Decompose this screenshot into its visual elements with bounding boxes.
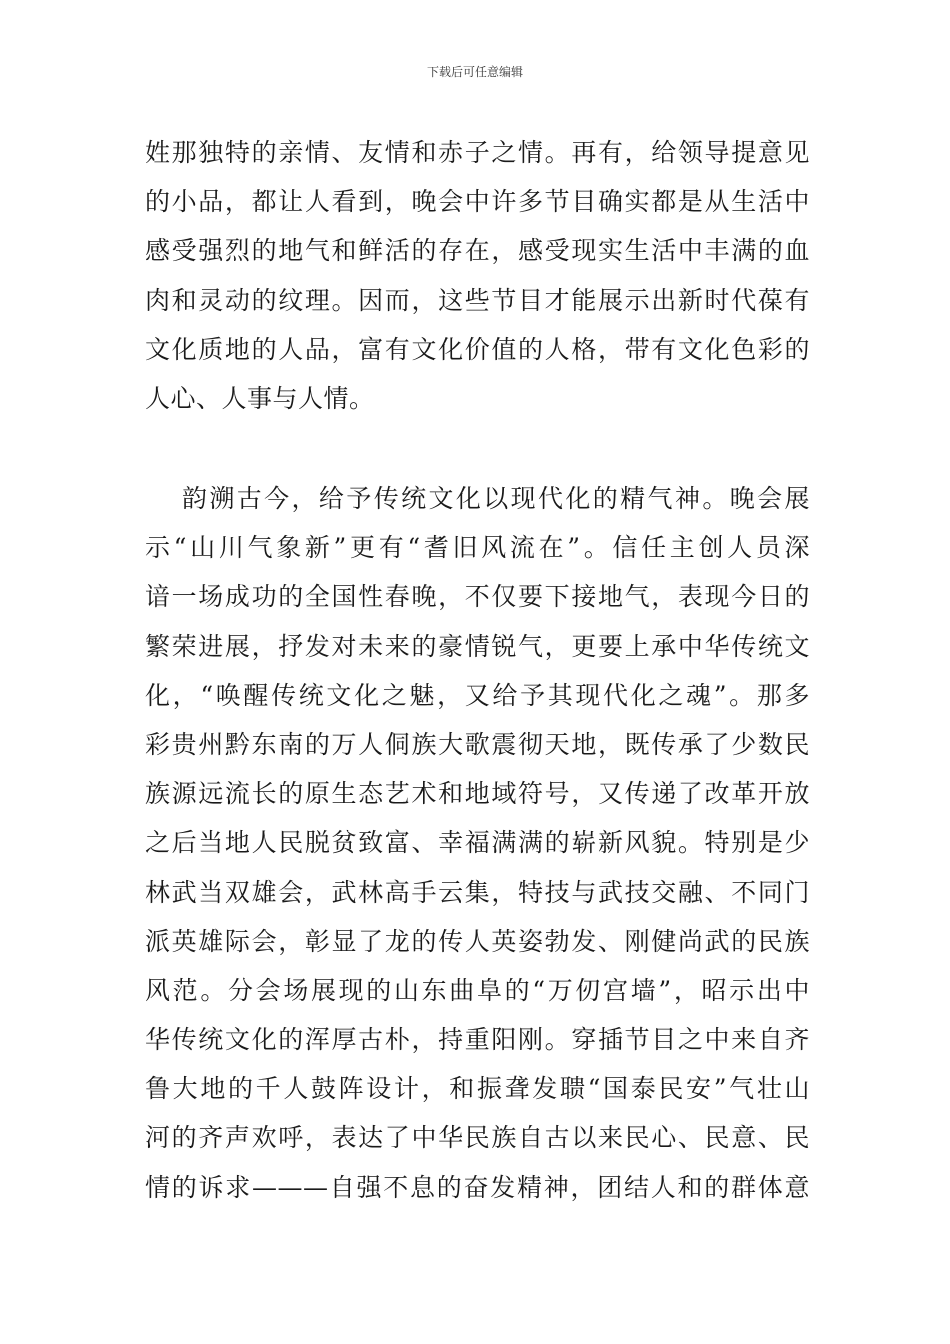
paragraph-line: 人心、人事与人情。 <box>145 383 375 413</box>
paragraph-line: 繁荣进展，抒发对未来的豪情锐气，更要上承中华传统文 <box>145 631 810 661</box>
paragraph-line: 姓那独特的亲情、友情和赤子之情。再有，给领导提意见 <box>145 138 810 167</box>
paragraph-line: 派英雄际会，彰显了龙的传人英姿勃发、刚健尚武的民族 <box>145 926 810 956</box>
paragraph-1 <box>145 128 810 423</box>
paragraph-line: 韵溯古今，给予传统文化以现代化的精气神。晚会展 <box>182 484 810 513</box>
paragraph-line: 情的诉求———自强不息的奋发精神，团结人和的群体意 <box>145 1172 810 1202</box>
paragraph-line: 林武当双雄会，武林高手云集，特技与武技交融、不同门 <box>145 877 810 907</box>
paragraph-line: 之后当地人民脱贫致富、幸福满满的崭新风貌。特别是少 <box>145 828 810 858</box>
paragraph-line: 感受强烈的地气和鲜活的存在，感受现实生活中丰满的血 <box>145 236 810 266</box>
paragraph-line: 风范。分会场展现的山东曲阜的“万仞宫墙”，昭示出中 <box>145 975 810 1005</box>
paragraph-line: 华传统文化的浑厚古朴，持重阳刚。穿插节目之中来自齐 <box>145 1025 810 1055</box>
paragraph-line: 彩贵州黔东南的万人侗族大歌震彻天地，既传承了少数民 <box>145 729 810 759</box>
paragraph-line: 示“山川气象新”更有“耆旧风流在”。信任主创人员深 <box>145 533 810 563</box>
paragraph-line: 族源远流长的原生态艺术和地域符号，又传递了改革开放 <box>145 779 810 809</box>
page-header-note: 下载后可任意编辑 <box>426 65 523 79</box>
paragraph-line: 化，“唤醒传统文化之魅，又给予其现代化之魂”。那多 <box>145 680 810 710</box>
paragraph-line: 文化质地的人品，富有文化价值的人格，带有文化色彩的 <box>145 334 810 364</box>
paragraph-line: 谙一场成功的全国性春晚，不仅要下接地气，表现今日的 <box>145 582 810 612</box>
paragraph-2 <box>145 474 810 1212</box>
paragraph-line: 鲁大地的千人鼓阵设计，和振聋发聩“国泰民安”气壮山 <box>145 1074 810 1104</box>
paragraph-line: 河的齐声欢呼，表达了中华民族自古以来民心、民意、民 <box>145 1123 810 1153</box>
paragraph-line: 的小品，都让人看到，晚会中许多节目确实都是从生活中 <box>145 187 810 217</box>
paragraph-line: 肉和灵动的纹理。因而，这些节目才能展示出新时代葆有 <box>145 285 810 315</box>
